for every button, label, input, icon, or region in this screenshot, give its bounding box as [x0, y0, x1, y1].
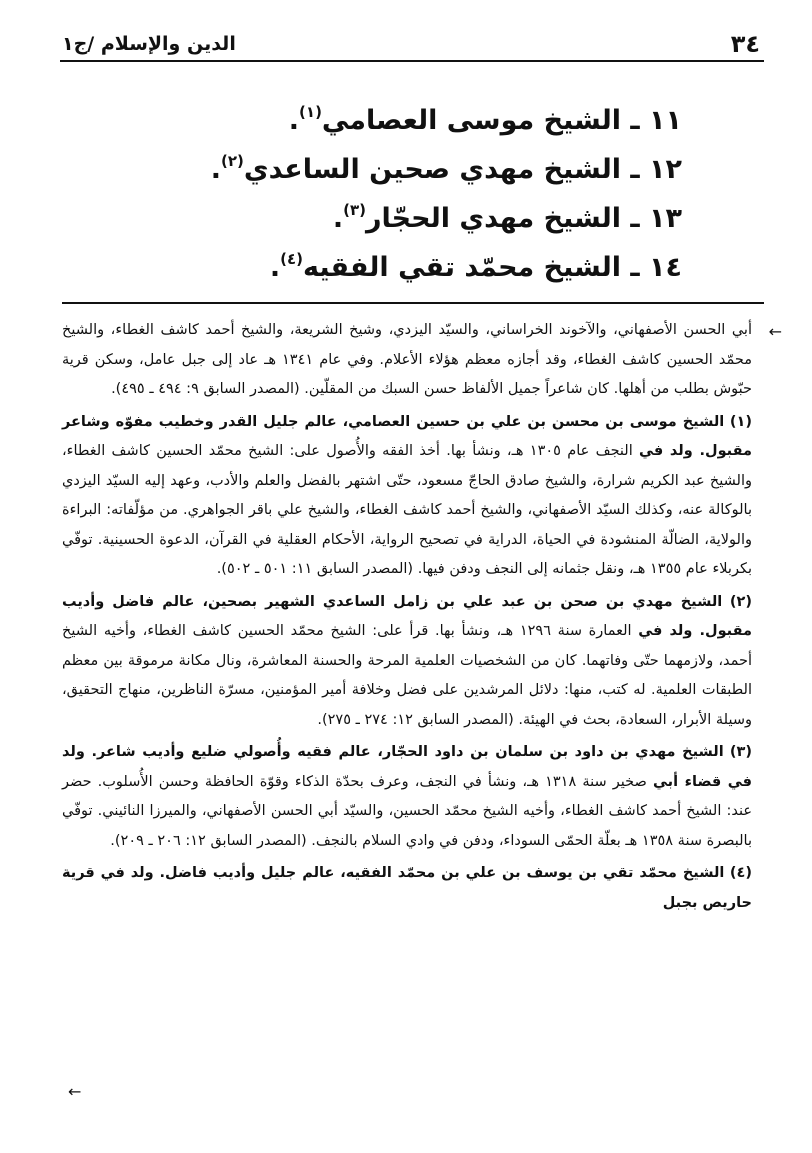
footnote [62, 588, 752, 736]
list-item-end: . [288, 105, 300, 136]
footnote-leadin: الشيخ مهدي بن داود بن سلمان بن داود الحجّار، عالم فقيه وأُصولي ضليع وأديب شاعر. ولد في قضاء أبي [62, 744, 752, 790]
footnotes [62, 316, 752, 921]
header-rule [60, 60, 764, 62]
continued-arrow-icon: ← [768, 322, 782, 341]
footnote-text: أبي الحسن الأصفهاني، والآخوند الخراساني، والسيّد اليزدي، وشيخ الشريعة، والشيخ أحمد كاشف الغطاء، والشيخ محمّد الحسين كاشف الغطاء، وقد أجازه معظم هؤلاء الأعلام. وفي عام ١٣٤١ هـ عاد إلى جبل عامل، وسكن قرية حبّوش بطلب من أهلها. كان شاعراً جميل الألفاظ حسن السبك من المقلّين. (المصدر السابق ٩: ٤٩٤ ـ ٤٩٥). [62, 322, 752, 397]
list-item [90, 88, 682, 137]
footnote-leadin: الشيخ مهدي بن صحن بن عبد علي بن زامل الساعدي الشهير بصحين، عالم فاضل وأديب مقبول. ولد في [62, 593, 752, 639]
footnote-marker: (١) [729, 413, 753, 430]
continues-arrow-icon: ← [68, 1082, 82, 1101]
list-item-text: ١١ ـ الشيخ موسى العصامي [321, 105, 682, 136]
running-header [62, 26, 760, 62]
footnote [62, 408, 752, 585]
list-item-end: . [269, 252, 281, 283]
footnote-ref: (٣) [343, 201, 366, 219]
footnote-continuation [62, 316, 752, 405]
page-number: ٣٤ [730, 30, 760, 58]
footnote-marker: (٤) [729, 865, 753, 881]
footnote-ref: (١) [299, 103, 322, 121]
footnote-leadin: الشيخ محمّد تقي بن يوسف بن علي بن محمّد الفقيه، عالم جليل وأديب فاضل. ولد في قرية حاريص بجبل [62, 865, 752, 911]
footnote-leadin: الشيخ موسى بن محسن بن علي بن حسين العصامي، عالم جليل القدر وخطيب مفوّه وشاعر مقبول. ولد في [62, 413, 753, 459]
footnote [62, 859, 752, 918]
footnote-marker: (٣) [729, 744, 753, 760]
footnote-marker: (٢) [729, 593, 753, 610]
footnote-text: النجف عام ١٣٠٥ هـ، ونشأ بها. أخذ الفقه والأُصول على: الشيخ محمّد الحسين كاشف الغطاء، والشيخ عبد الكريم شرارة، والشيخ صادق الحاجّ مسعود، حتّى اشتهر بالفضل والعلم والأدب، وعهد إليه السيّد اليزدي بالوكالة عنه، وكذلك السيّد الأصفهاني، والشيخ أحمد كاشف الغطاء، والشيخ علي باقر الجواهري. من مؤلّفاته: البراءة والولاية، الضالّة المنشودة في الحياة، الدراية في تصحيح الرواية، الأحكام العقلية في القرآن، الدعوة الحسينية. توفّي بكربلاء عام ١٣٥٥ هـ، ونقل جثمانه إلى النجف ودفن فيها. (المصدر السابق ١١: ٥٠١ ـ ٥٠٢). [62, 443, 752, 577]
running-title: الدين والإسلام /ج١ [62, 33, 236, 55]
list-item [90, 186, 682, 235]
footnote-ref: (٤) [280, 250, 304, 268]
list-item-text: ١٤ ـ الشيخ محمّد تقي الفقيه [303, 252, 682, 283]
footnote [62, 738, 752, 856]
list-item [90, 137, 682, 186]
footnote-text: العمارة سنة ١٢٩٦ هـ، ونشأ بها. قرأ على: الشيخ محمّد الحسين كاشف الغطاء، وأخيه الشيخ أحمد، ولازمهما حتّى وفاتهما. كان من الشخصيات العلمية المرحة والحسنة المعاشرة، ونال مكانة مرموقة بين معظم الطبقات العلمية. له كتب، منها: دلائل المرشدين على فضل وخلافة أمير المؤمنين، مسرّة الناظرين، منهاج التحقيق، وسيلة الأبرار، السعادة، بحث في الهيئة. (المصدر السابق ١٢: ٢٧٤ ـ ٢٧٥). [62, 623, 752, 728]
footnote-text: صخير سنة ١٣١٨ هـ، ونشأ في النجف، وعرف بحدّة الذكاء وقوّة الحافظة وحسن الأُسلوب. حضر عند: الشيخ أحمد كاشف الغطاء، وأخيه الشيخ محمّد الحسين، والسيّد أبي الحسن الأصفهاني، والميرزا النائيني. توفّي بالبصرة سنة ١٣٥٨ هـ بعلّة الحمّى السوداء، ودفن في وادي السلام بالنجف. (المصدر السابق ١٢: ٢٠٦ ـ ٢٠٩). [62, 773, 752, 849]
list-item-text: ١٣ ـ الشيخ مهدي الحجّار [365, 203, 682, 234]
list-item-text: ١٢ ـ الشيخ مهدي صحين الساعدي [243, 154, 682, 185]
list-item-end: . [210, 154, 222, 185]
list-item-end: . [332, 203, 344, 234]
scholar-list [90, 88, 682, 284]
footnote-ref: (٢) [221, 152, 244, 170]
footnote-separator [62, 302, 764, 304]
list-item [90, 235, 682, 284]
